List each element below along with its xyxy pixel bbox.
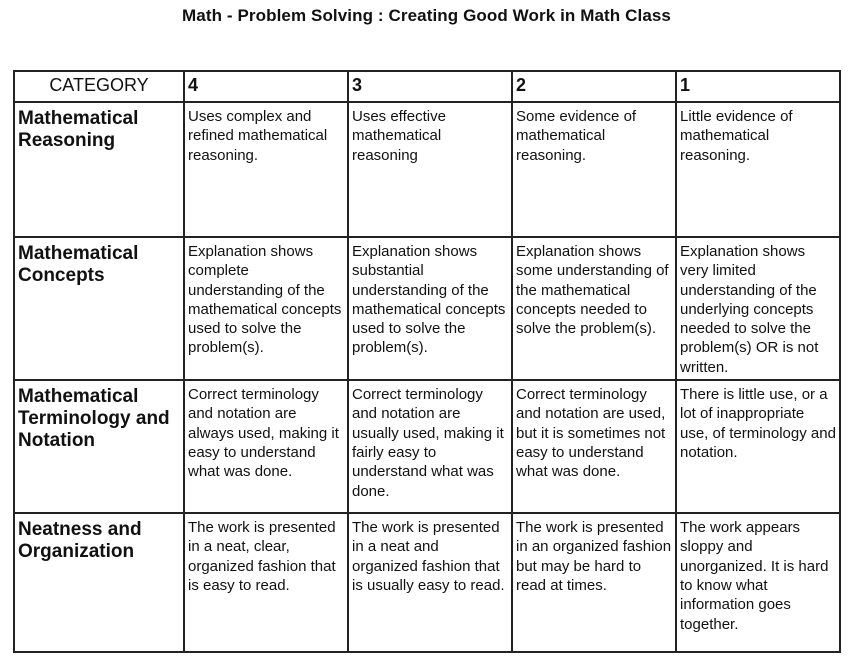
table-cell: Explanation shows very limited understanding of the underlying concepts needed to solve the problem(s) OR is not written.: [676, 237, 840, 380]
table-cell: Explanation shows substantial understanding of the mathematical concepts used to solve the problem(s).: [348, 237, 512, 380]
category-mathematical-terminology: Mathematical Terminology and Notation: [14, 380, 184, 513]
table-cell: The work appears sloppy and unorganized. It is hard to know what information goes together.: [676, 513, 840, 652]
header-category: CATEGORY: [14, 71, 184, 102]
table-cell: Little evidence of mathematical reasoning.: [676, 102, 840, 237]
table-cell: Correct terminology and notation are used, but it is sometimes not easy to understand what was done.: [512, 380, 676, 513]
category-mathematical-reasoning: Mathematical Reasoning: [14, 102, 184, 237]
table-row: [14, 237, 840, 380]
category-neatness-organization: Neatness and Organization: [14, 513, 184, 652]
table-cell: Correct terminology and notation are usually used, making it fairly easy to understand what was done.: [348, 380, 512, 513]
header-level-2: 2: [512, 71, 676, 102]
category-mathematical-concepts: Mathematical Concepts: [14, 237, 184, 380]
table-cell: Uses effective mathematical reasoning: [348, 102, 512, 237]
table-cell: Some evidence of mathematical reasoning.: [512, 102, 676, 237]
table-row: [14, 513, 840, 652]
rubric-table: [13, 70, 841, 653]
page-title: Math - Problem Solving : Creating Good Work in Math Class: [182, 6, 671, 25]
table-cell: The work is presented in a neat, clear, organized fashion that is easy to read.: [184, 513, 348, 652]
header-level-4: 4: [184, 71, 348, 102]
table-cell: The work is presented in an organized fashion but may be hard to read at times.: [512, 513, 676, 652]
table-cell: Explanation shows complete understanding of the mathematical concepts used to solve the problem(s).: [184, 237, 348, 380]
header-level-3: 3: [348, 71, 512, 102]
table-cell: There is little use, or a lot of inappropriate use, of terminology and notation.: [676, 380, 840, 513]
table-cell: Uses complex and refined mathematical reasoning.: [184, 102, 348, 237]
table-row: [14, 102, 840, 237]
header-row: [14, 71, 840, 102]
table-row: [14, 380, 840, 513]
table-cell: The work is presented in a neat and organized fashion that is usually easy to read.: [348, 513, 512, 652]
table-cell: Correct terminology and notation are always used, making it easy to understand what was done.: [184, 380, 348, 513]
table-cell: Explanation shows some understanding of the mathematical concepts needed to solve the problem(s).: [512, 237, 676, 380]
header-level-1: 1: [676, 71, 840, 102]
